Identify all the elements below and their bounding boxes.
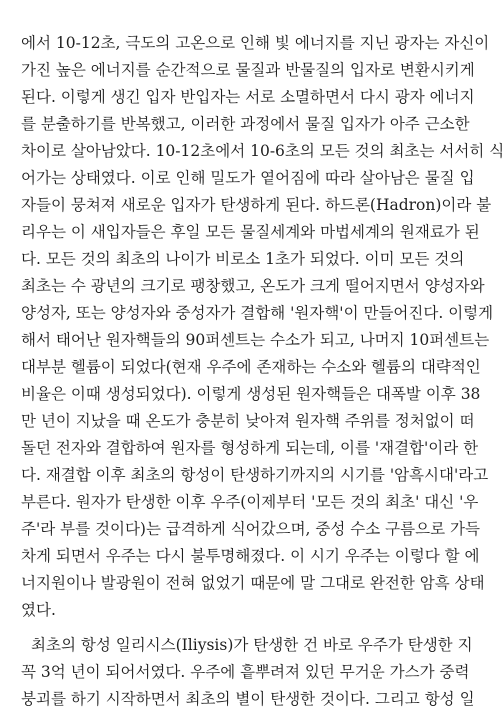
- text-line: 에서 10-12초, 극도의 고온으로 인해 빛 에너지를 지닌 광자는 자신이: [21, 34, 490, 52]
- text-line: 돌던 전자와 결합하여 원자를 형성하게 되는데, 이를 '재결합'이라 한: [21, 439, 479, 457]
- text-line: 자들이 뭉쳐져 새로운 입자가 탄생하게 된다. 하드론(Hadron)이라 불: [21, 196, 492, 214]
- text-line: 다. 모든 것의 최초의 나이가 비로소 1초가 되었다. 이미 모든 것의: [21, 250, 465, 268]
- text-line: 최초의 항성 일리시스(Iliysis)가 탄생한 건 바로 우주가 탄생한 지: [31, 636, 473, 654]
- text-line: 비율은 이때 생성되었다). 이렇게 생성된 원자핵들은 대폭발 이후 38: [21, 385, 481, 403]
- text-line: 리우는 이 새입자들은 후일 모든 물질세계와 마법세계의 원재료가 된: [21, 223, 480, 241]
- text-line: 꼭 3억 년이 되어서였다. 우주에 흩뿌려져 있던 무거운 가스가 중력: [21, 663, 470, 681]
- text-line: 어가는 상태였다. 이로 인해 밀도가 옅어짐에 따라 살아남은 물질 입: [21, 169, 475, 187]
- text-line: 양성자, 또는 양성자와 중성자가 결합해 '원자핵'이 만들어진다. 이렇게: [21, 304, 494, 322]
- paragraph-1: [21, 30, 504, 624]
- paragraph-gap: [21, 624, 439, 632]
- text-line: 대부분 헬륨이 되었다(현재 우주에 존재하는 수소와 헬륨의 대략적인: [21, 358, 481, 376]
- text-line: 만 년이 지났을 때 온도가 충분히 낮아져 원자핵 주위를 정처없이 떠: [21, 412, 475, 430]
- text-line: 차게 되면서 우주는 다시 불투명해졌다. 이 시기 우주는 이렇다 할 에: [21, 547, 480, 565]
- text-line: 된다. 이렇게 생긴 입자 반입자는 서로 소멸하면서 다시 광자 에너지: [21, 88, 475, 106]
- text-line: 해서 태어난 원자핵들의 90퍼센트는 수소가 되고, 나머지 10퍼센트는: [21, 331, 490, 349]
- text-line: 가진 높은 에너지를 순간적으로 물질과 반물질의 입자로 변환시키게: [21, 61, 475, 79]
- text-line: 너지원이나 발광원이 전혀 없었기 때문에 말 그대로 완전한 암흑 상태: [21, 574, 485, 592]
- text-line: 최초는 수 광년의 크기로 팽창했고, 온도가 크게 떨어지면서 양성자와: [21, 277, 485, 295]
- text-line: 붕괴를 하기 시작하면서 최초의 별이 탄생한 것이다. 그리고 항성 일: [21, 690, 475, 708]
- text-line: 주'라 부를 것이다)는 급격하게 식어갔으며, 중성 수소 구름으로 가득: [21, 520, 480, 538]
- text-line: 였다.: [21, 601, 56, 619]
- paragraph-2: [21, 632, 475, 713]
- text-line: 다. 재결합 이후 최초의 항성이 탄생하기까지의 시기를 '암흑시대'라고: [21, 466, 489, 484]
- text-line: 차이로 살아남았다. 10-12초에서 10-6초의 모든 것의 최초는 서서히 식: [21, 142, 504, 160]
- text-line: 를 분출하기를 반복했고, 이러한 과정에서 물질 입자가 아주 근소한: [21, 115, 470, 133]
- text-line: 부른다. 원자가 탄생한 이후 우주(이제부터 '모든 것의 최초' 대신 '우: [21, 493, 479, 511]
